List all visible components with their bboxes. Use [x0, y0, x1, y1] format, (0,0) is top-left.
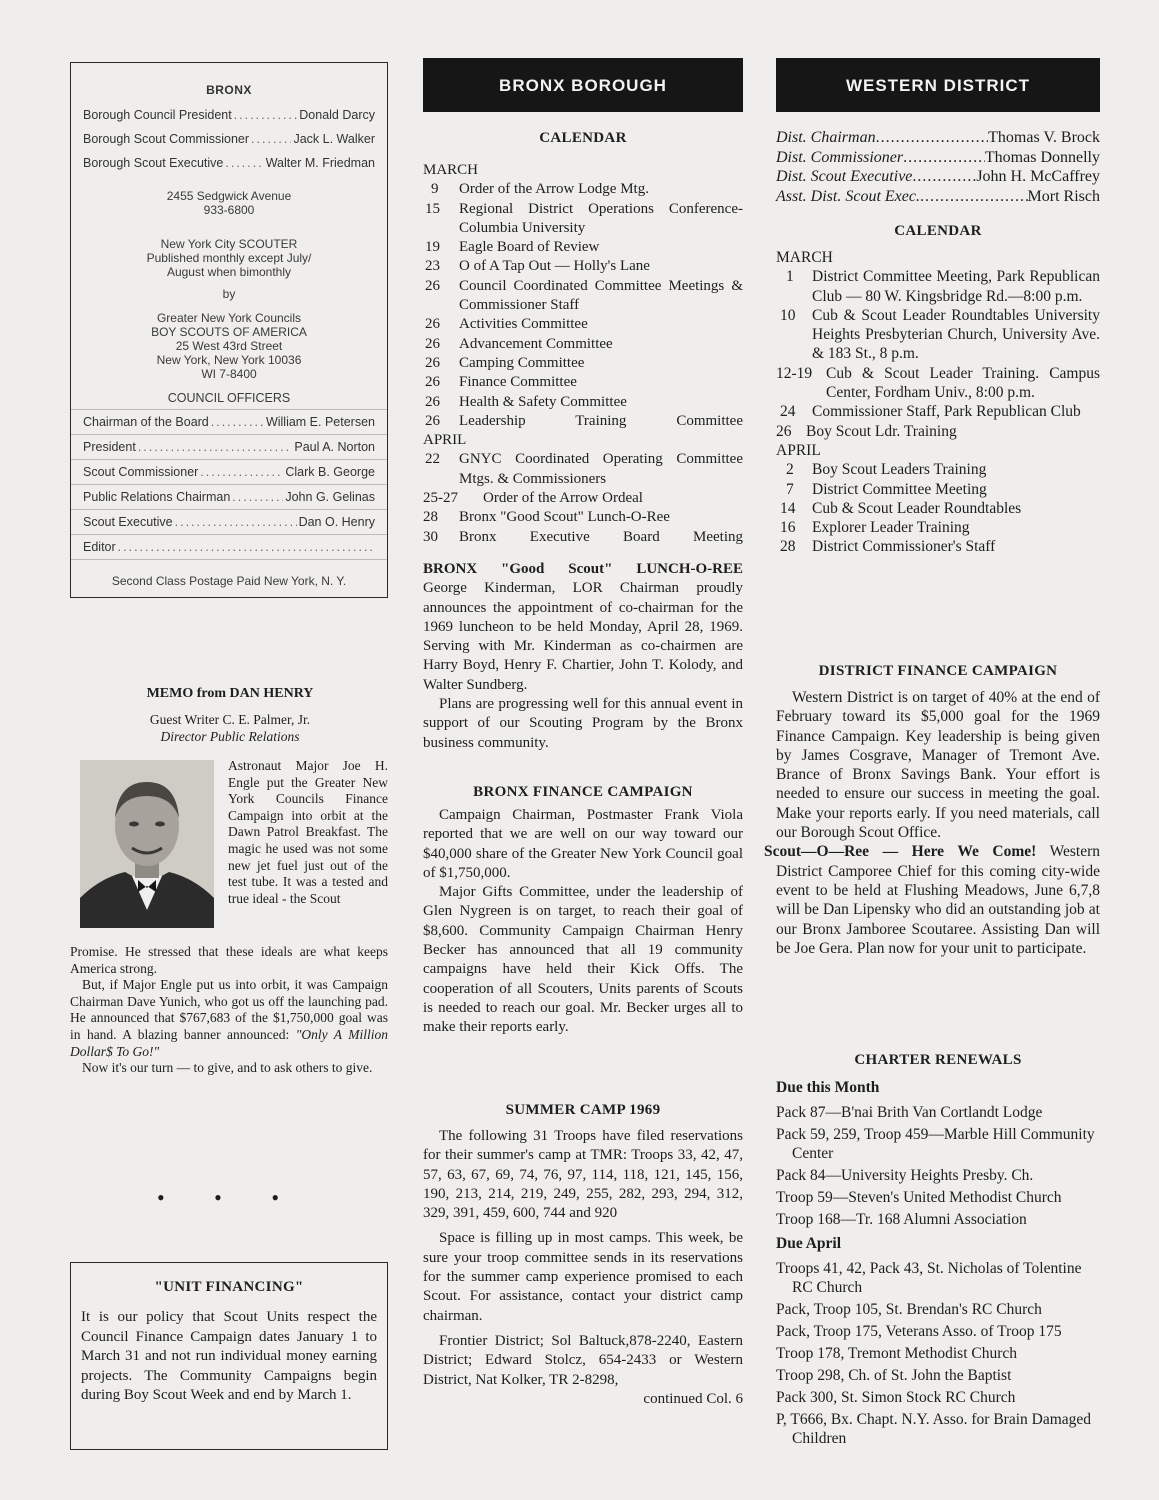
memo-writer: Guest Writer C. E. Palmer, Jr.: [149, 712, 311, 727]
unit-financing-title: "UNIT FINANCING": [154, 1279, 304, 1295]
calendar-entry: 25-27 Order of the Arrow Ordeal: [423, 490, 643, 507]
borough-officer-row: Borough Scout Executive ..... Walter M. Friedman: [71, 151, 387, 175]
calendar-month: APRIL: [423, 432, 467, 449]
summer-camp-heading: SUMMER CAMP 1969: [505, 1102, 661, 1118]
renewal-item: P, T666, Bx. Chapt. N.Y. Asso. for Brain Damaged Children: [776, 1411, 1092, 1447]
council-officer-row: Scout Commissioner ..... Clark B. George: [71, 460, 387, 485]
staff-row: Dist. Commissioner ..... Thomas Donnelly: [776, 148, 1100, 168]
calendar-entry: 10 Cub & Scout Leader Roundtables University Heights Presbyterian Church, University Ave. & 183 St., 8 p.m.: [780, 306, 1100, 363]
charter-renewals-heading: CHARTER RENEWALS: [854, 1052, 1022, 1068]
continued-note: continued Col. 6: [643, 1390, 743, 1407]
memo-title: MEMO from DAN HENRY: [146, 686, 314, 701]
portrait-image: [80, 760, 214, 928]
bronx-calendar-heading: CALENDAR: [539, 130, 627, 146]
memo-byline: [70, 711, 390, 745]
calendar-entry: 26 Boy Scout Ldr. Training: [776, 422, 957, 440]
calendar-entry: 19 Eagle Board of Review: [425, 239, 600, 256]
renewal-item: Pack 59, 259, Troop 459—Marble Hill Community Center: [776, 1126, 1095, 1162]
renewal-item: Troop 298, Ch. of St. John the Baptist: [776, 1367, 1012, 1384]
council-officer-row: Chairman of the Board ..... William E. Petersen: [71, 410, 387, 435]
publication-info: New York City SCOUTER Published monthly except July/ August when bimonthly by: [146, 237, 312, 301]
camporee-paragraph: Scout—O—Ree — Here We Come! Western District Camporee Chief for this coming city-wide event to be held at Flushing Meadows, June 6,7,8 will be Dan Lipensky who did an outstanding job at our Bronx Jamboree Scoutaree. Assisting Dan will be Joe Gera. Plan now for your unit to participate.: [764, 843, 1100, 957]
memo-paragraph: But, if Major Engle put us into orbit, it was Campaign Chairman Dave Yunich, who got us off the launching pad. He announced that $767,683 of the $1,750,000 goal was in hand. A blazing banner announced: "Only A Million Dollar$ To Go!": [70, 977, 388, 1059]
due-april-heading: Due April: [776, 1235, 842, 1252]
calendar-entry: 15 Regional District Operations Conference-Columbia University: [425, 200, 743, 236]
publisher-info: Greater New York Councils BOY SCOUTS OF AMERICA 25 West 43rd Street New York, New York 10036 WI 7-8400: [151, 311, 307, 381]
renewal-item: Pack 84—University Heights Presby. Ch.: [776, 1167, 1034, 1184]
calendar-entry: 2 Boy Scout Leaders Training: [786, 461, 987, 479]
calendar-entry: 26 Activities Committee: [425, 316, 588, 333]
calendar-entry: 14 Cub & Scout Leader Roundtables: [780, 499, 1022, 517]
renewal-item: Troop 168—Tr. 168 Alumni Association: [776, 1211, 1027, 1228]
charter-renewals: [776, 1073, 1100, 1451]
lunch-o-ree-article: BRONX "Good Scout" LUNCH-O-REE George Kinderman, LOR Chairman proudly announces the appointment of co-chairman for the 1969 luncheon to be held Monday, April 28, 1969. Serving with Mr. Kinderman as co-chairmen are Harry Boyd, Henry F. Chartier, John T. Kolody, and Walter Sundberg. Plans are progressing well for this annual event in support of our Scouting Program by the Bronx business community.: [423, 561, 743, 751]
bronx-borough-banner: BRONX BOROUGH: [423, 58, 743, 112]
calendar-entry: 26 Leadership Training Committee: [425, 412, 743, 429]
portrait-photo: [80, 760, 214, 928]
masthead-box: [70, 62, 388, 598]
renewal-item: Pack, Troop 175, Veterans Asso. of Troop 175: [776, 1323, 1062, 1340]
memo-wrap-text: Astronaut Major Joe H. Engle put the Greater New York Councils Finance Campaign into orbit at the Dawn Patrol Breakfast. The magic he used was not some new jet fuel just out of the test tube. It was a tested and true ideal - the Scout: [228, 758, 388, 906]
due-this-month-heading: Due this Month: [776, 1079, 880, 1096]
unit-financing-box: [70, 1262, 388, 1450]
borough-address: 2455 Sedgwick Avenue 933-6800: [166, 189, 292, 217]
calendar-entry: 7 District Committee Meeting: [786, 480, 987, 498]
calendar-entry: 26 Council Coordinated Committee Meetings & Commissioner Staff: [425, 277, 743, 314]
calendar-month: MARCH: [776, 249, 833, 266]
calendar-entry: 1 District Committee Meeting, Park Republican Club — 80 W. Kingsbridge Rd.—8:00 p.m.: [786, 268, 1100, 305]
renewal-item: Pack, Troop 105, St. Brendan's RC Church: [776, 1301, 1042, 1318]
council-officer-row: Public Relations Chairman ..... John G. Gelinas: [71, 485, 387, 510]
bronx-finance-heading: BRONX FINANCE CAMPAIGN: [473, 784, 693, 800]
masthead-heading: BRONX: [206, 83, 252, 97]
council-officer-row: Scout Executive ..... Dan O. Henry: [71, 510, 387, 535]
western-calendar: [776, 248, 1100, 557]
calendar-month: MARCH: [423, 162, 479, 178]
district-finance-heading: DISTRICT FINANCE CAMPAIGN: [818, 663, 1058, 679]
lunch-o-ree-heading: BRONX "Good Scout" LUNCH-O-REE: [423, 561, 743, 577]
council-officer-row: Editor .....: [71, 535, 387, 560]
memo-writer-title: Director Public Relations: [160, 729, 300, 744]
renewal-item: Pack 300, St. Simon Stock RC Church: [776, 1389, 1016, 1406]
calendar-entry: 26 Finance Committee: [425, 374, 577, 391]
staff-row: Dist. Scout Executive ..... John H. McCaffrey: [776, 167, 1100, 187]
summer-camp-article: The following 31 Troops have filed reservations for their summer's camp at TMR: Troops 33, 42, 47, 57, 63, 67, 69, 74, 76, 97, 114, 118, 121, 145, 156, 190, 213, 214, 219, 249, 255, 282, 293, 294, 312, 329, 391, 459, 600, 744 and 920 Space is filling up in most camps. This week, be sure your troop committee sends in its reservations for the summer camp experience promised to each Scout. For assistance, contact your district camp chairman. Frontier District; Sol Baltuck,878-2240, Eastern District; Edward Stolcz, 654-2433 or Western District, Nat Kolker, TR 2-8298, continued Col. 6: [423, 1127, 743, 1409]
council-officer-row: President ..... Paul A. Norton: [71, 435, 387, 460]
calendar-entry: 9 Order of the Arrow Lodge Mtg.: [431, 181, 649, 198]
calendar-entry: 28 Bronx "Good Scout" Lunch-O-Ree: [423, 509, 670, 526]
calendar-entry: 28 District Commissioner's Staff: [780, 538, 996, 556]
western-staff: [776, 128, 1100, 206]
memo-paragraph: Promise. He stressed that these ideals are what keeps America strong.: [70, 944, 388, 976]
calendar-entry: 12-19 Cub & Scout Leader Training. Campus Center, Fordham Univ., 8:00 p.m.: [776, 364, 1100, 402]
calendar-entry: 26 Camping Committee: [425, 354, 585, 371]
bronx-calendar: [423, 161, 743, 547]
borough-officer-row: Borough Scout Commissioner ..... Jack L. Walker: [71, 127, 387, 151]
calendar-entry: 30 Bronx Executive Board Meeting: [423, 528, 743, 545]
calendar-entry: 24 Commissioner Staff, Park Republican Club: [780, 403, 1081, 421]
calendar-month: APRIL: [776, 441, 821, 459]
calendar-entry: 16 Explorer Leader Training: [780, 519, 970, 537]
renewal-item: Troop 178, Tremont Methodist Church: [776, 1345, 1017, 1362]
calendar-entry: 26 Advancement Committee: [425, 335, 613, 352]
memo-body: [70, 944, 388, 1077]
district-finance-article: Western District is on target of 40% at the end of February toward its $5,000 goal for the 1969 Finance Campaign. Key leadership is being given by James Cosgrave, Manager of Tremont Ave. Brance of Bronx Savings Bank. Your effort is needed to ensure our success in meeting the goal. Make your reports early. If you need materials, call our Borough Scout Office. Scout—O—Ree — Here We Come! Western District Camporee Chief for this coming city-wide event to be held at Flushing Meadows, June 6,7,8 will be Dan Lipensky who did an outstanding job at our Bronx Jamboree Scoutaree. Assisting Dan will be Joe Gera. Plan now for your unit to participate.: [764, 689, 1100, 957]
western-calendar-heading: CALENDAR: [894, 223, 982, 239]
postage-notice: Second Class Postage Paid New York, N. Y.: [111, 574, 347, 588]
borough-officer-row: Borough Council President ..... Donald Darcy: [71, 103, 387, 127]
unit-financing-body: It is our policy that Scout Units respect the Council Finance Campaign dates January 1 to March 31 and not run individual money earning projects. The Community Campaigns begin during Boy Scout Week and end by March 1.: [81, 1309, 377, 1404]
council-officers-list: [71, 410, 387, 560]
memo-paragraph: Now it's our turn — to give, and to ask others to give.: [82, 1060, 373, 1076]
bronx-finance-article: Campaign Chairman, Postmaster Frank Viola reported that we are well on our way toward our $40,000 share of the Greater New York Council goal of $1,750,000. Major Gifts Committee, under the leadership of Glen Nygreen is on target, to reach their goal of $8,600. Community Campaign Chairman Henry Becker has announced that all 19 community campaigns have held their Kick Offs. The cooperation of all Scouters, Units parents of Scouts is needed to reach our goal. Mr. Becker urges all to make their reports early.: [423, 807, 743, 1036]
calendar-entry: 23 O of A Tap Out — Holly's Lane: [425, 258, 650, 275]
renewal-item: Pack 87—B'nai Brith Van Cortlandt Lodge: [776, 1104, 1043, 1121]
renewal-item: Troops 41, 42, Pack 43, St. Nicholas of Tolentine RC Church: [776, 1260, 1082, 1296]
council-officers-heading: COUNCIL OFFICERS: [71, 391, 387, 410]
calendar-entry: 22 GNYC Coordinated Operating Committee Mtgs. & Commissioners: [425, 451, 743, 487]
western-district-banner: WESTERN DISTRICT: [776, 58, 1100, 112]
renewal-item: Troop 59—Steven's United Methodist Church: [776, 1189, 1062, 1206]
staff-row: Asst. Dist. Scout Exec. ..... Mort Risch: [776, 187, 1100, 207]
section-divider: • • •: [156, 1185, 302, 1210]
staff-row: Dist. Chairman ..... Thomas V. Brock: [776, 128, 1100, 148]
calendar-entry: 26 Health & Safety Committee: [425, 393, 627, 410]
